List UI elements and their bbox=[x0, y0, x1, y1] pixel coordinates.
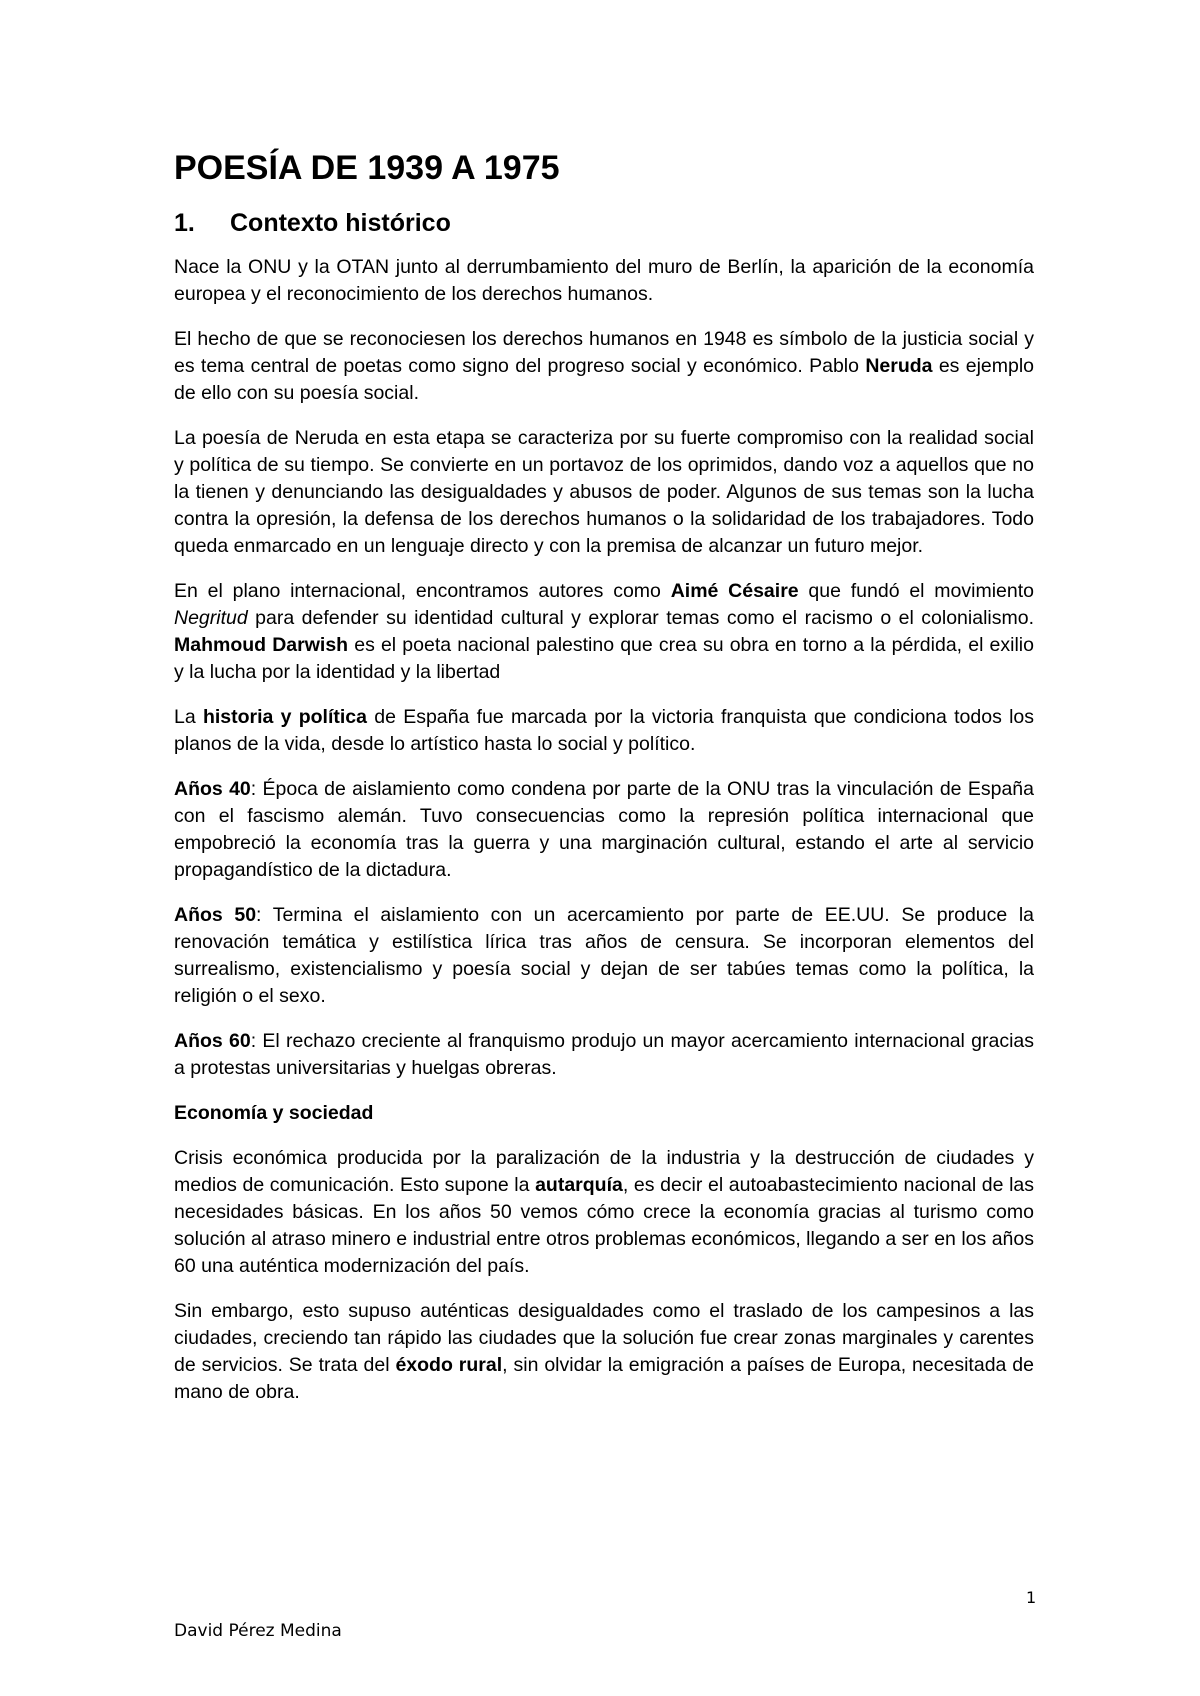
text-run: : Termina el aislamiento con un acercamiento por parte de EE.UU. Se produce la renovación temática y estilística lírica tras años de censura. Se incorporan elementos del surrealismo, existencialismo y poesía social y dejan de ser tabúes temas como la política, la religión o el sexo. bbox=[174, 904, 1035, 1007]
paragraph-anos-60 bbox=[174, 1028, 1034, 1082]
text-run: , es decir el autoabastecimiento nacional de las necesidades básicas. En los años 50 vemos cómo crece la economía gracias al turismo como solución al atraso minero e industrial entre otros problemas económicos, llegando a ser en los años 60 una auténtica modernización del país. bbox=[174, 1174, 1035, 1277]
paragraph-crisis-economica bbox=[174, 1145, 1034, 1280]
bold-run: Años 50 bbox=[174, 904, 257, 926]
bold-run: Mahmoud Darwish bbox=[174, 634, 349, 656]
section-number: 1. bbox=[174, 209, 195, 237]
subheading-economia-sociedad: Economía y sociedad bbox=[174, 1102, 374, 1124]
text-run: Sin embargo, esto supuso auténticas desigualdades como el traslado de los campesinos a las ciudades, creciendo tan rápido las ciudades que la solución fue crear zonas marginales y carentes de servicios. Se trata del bbox=[174, 1300, 1034, 1376]
italic-run: Negritud bbox=[174, 607, 248, 629]
text-run: es el poeta nacional palestino que crea su obra en torno a la pérdida, el exilio y la lucha por la identidad y la libertad bbox=[174, 634, 1034, 683]
paragraph-anos-40 bbox=[174, 776, 1034, 884]
paragraph-exodo-rural bbox=[174, 1298, 1034, 1406]
bold-run: Aimé Césaire bbox=[670, 580, 799, 602]
footer-author: David Pérez Medina bbox=[174, 1621, 342, 1641]
paragraph-neruda-poesia: La poesía de Neruda en esta etapa se caracteriza por su fuerte compromiso con la realidad social y política de su tiempo. Se convierte en un portavoz de los oprimidos, dando voz a aquellos que no la tienen y denunciando las desigualdades y abusos de poder. Algunos de sus temas son la lucha contra la opresión, la defensa de los derechos humanos o la solidaridad de los trabajadores. Todo queda enmarcado en un lenguaje directo y con la premisa de alcanzar un futuro mejor. bbox=[174, 427, 1034, 557]
paragraph-onu-otan: Nace la ONU y la OTAN junto al derrumbamiento del muro de Berlín, la aparición de la economía europea y el reconocimiento de los derechos humanos. bbox=[174, 256, 1034, 305]
bold-run: autarquía bbox=[535, 1174, 623, 1196]
section-heading bbox=[174, 206, 1034, 240]
text-run: Crisis económica producida por la paralización de la industria y la destrucción de ciudades y medios de comunicación. Esto supone la bbox=[174, 1147, 1034, 1196]
section-title: Contexto histórico bbox=[230, 209, 451, 237]
bold-run: éxodo rural bbox=[395, 1354, 503, 1376]
paragraph-derechos-humanos bbox=[174, 326, 1034, 407]
text-run: La bbox=[174, 706, 203, 728]
text-run: de España fue marcada por la victoria franquista que condiciona todos los planos de la vida, desde lo artístico hasta lo social y político. bbox=[174, 706, 1035, 755]
bold-run: Años 60 bbox=[174, 1030, 251, 1052]
document-title: POESÍA DE 1939 A 1975 bbox=[174, 149, 560, 187]
text-run: : El rechazo creciente al franquismo produjo un mayor acercamiento internacional gracias a protestas universitarias y huelgas obreras. bbox=[174, 1030, 1034, 1079]
bold-run: historia y política bbox=[202, 706, 367, 728]
page-content bbox=[174, 146, 1034, 1406]
paragraph-historia-politica bbox=[174, 704, 1034, 758]
text-run: En el plano internacional, encontramos autores como bbox=[174, 580, 671, 602]
paragraph-anos-50 bbox=[174, 902, 1034, 1010]
text-run: para defender su identidad cultural y explorar temas como el racismo o el colonialismo. bbox=[247, 607, 1034, 629]
text-run: , sin olvidar la emigración a países de Europa, necesitada de mano de obra. bbox=[174, 1354, 1034, 1403]
page-number: 1 bbox=[1026, 1588, 1037, 1607]
paragraph-plano-internacional bbox=[174, 578, 1034, 686]
text-run: es ejemplo de ello con su poesía social. bbox=[174, 355, 1035, 404]
bold-run: Neruda bbox=[865, 355, 933, 377]
text-run: que fundó el movimiento bbox=[798, 580, 1034, 602]
text-run: El hecho de que se reconociesen los derechos humanos en 1948 es símbolo de la justicia social y es tema central de poetas como signo del progreso social y económico. Pablo bbox=[174, 328, 1034, 377]
text-run: : Época de aislamiento como condena por parte de la ONU tras la vinculación de España con el fascismo alemán. Tuvo consecuencias como la represión política internacional que empobreció la economía tras la guerra y una marginación cultural, estando el arte al servicio propagandístico de la dictadura. bbox=[174, 778, 1034, 881]
bold-run: Años 40 bbox=[174, 778, 251, 800]
